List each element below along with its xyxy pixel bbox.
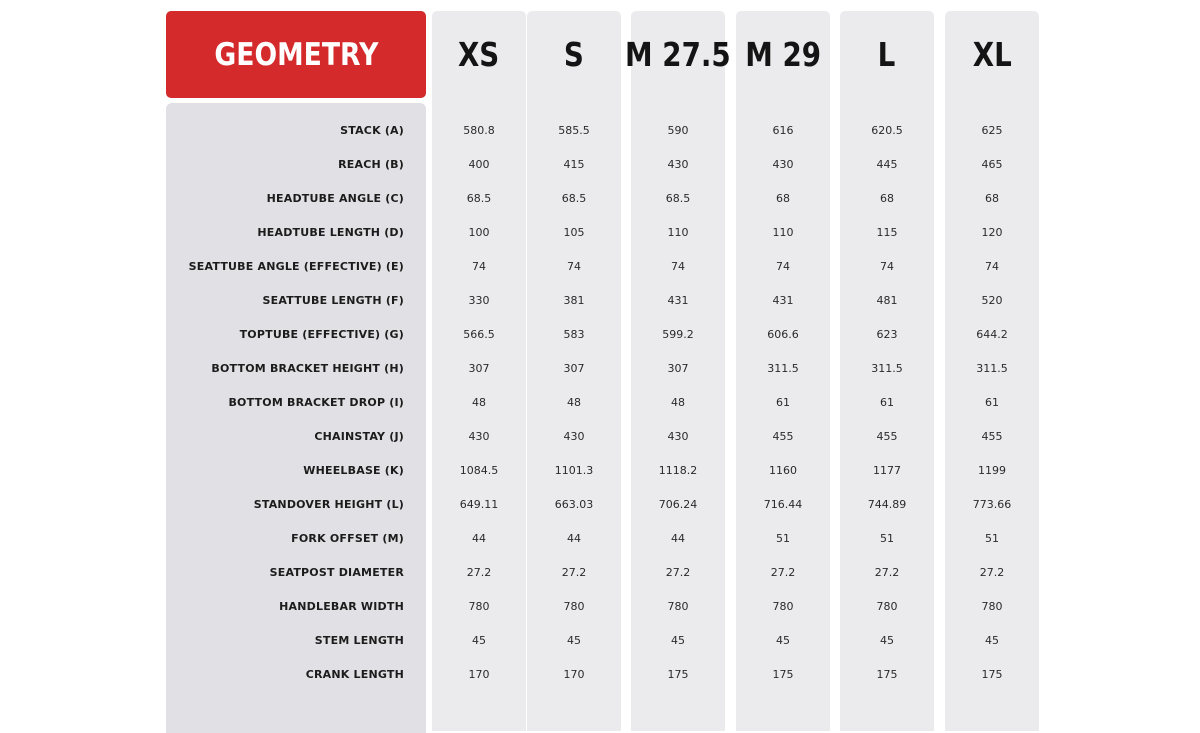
table-cell: 27.2 — [874, 566, 900, 579]
row-label: WHEELBASE (K) — [303, 464, 404, 477]
table-cell: 307 — [468, 362, 490, 375]
row-label: SEATTUBE LENGTH (F) — [262, 294, 404, 307]
row-label: CHAINSTAY (J) — [314, 430, 404, 443]
table-cell: 780 — [667, 600, 689, 613]
table-cell: 430 — [667, 158, 689, 171]
table-cell: 74 — [776, 260, 790, 273]
table-cell: 716.44 — [763, 498, 803, 511]
table-cell: 105 — [563, 226, 585, 239]
table-cell: 1101.3 — [554, 464, 594, 477]
size-header-label: XS — [458, 35, 500, 74]
table-cell: 45 — [472, 634, 486, 647]
table-cell: 170 — [563, 668, 585, 681]
table-cell: 311.5 — [871, 362, 903, 375]
table-cell: 45 — [985, 634, 999, 647]
table-cell: 430 — [563, 430, 585, 443]
size-header-label: S — [564, 35, 584, 74]
table-cell: 74 — [671, 260, 685, 273]
table-cell: 465 — [981, 158, 1003, 171]
row-label: HEADTUBE LENGTH (D) — [257, 226, 404, 239]
geometry-title-box — [166, 11, 426, 98]
table-cell: 68.5 — [466, 192, 492, 205]
table-cell: 74 — [880, 260, 894, 273]
table-cell: 307 — [563, 362, 585, 375]
table-cell: 481 — [876, 294, 898, 307]
table-cell: 27.2 — [561, 566, 587, 579]
table-cell: 1084.5 — [459, 464, 499, 477]
table-cell: 1177 — [873, 464, 901, 477]
table-cell: 430 — [468, 430, 490, 443]
row-label: SEATPOST DIAMETER — [269, 566, 404, 579]
table-cell: 606.6 — [767, 328, 799, 341]
table-cell: 61 — [985, 396, 999, 409]
table-cell: 100 — [468, 226, 490, 239]
table-cell: 644.2 — [976, 328, 1008, 341]
table-cell: 44 — [567, 532, 581, 545]
table-cell: 520 — [981, 294, 1003, 307]
size-header-label: M 27.5 — [625, 35, 731, 74]
size-header — [945, 11, 1039, 98]
table-cell: 455 — [772, 430, 794, 443]
table-cell: 110 — [772, 226, 794, 239]
table-cell: 616 — [772, 124, 794, 137]
table-cell: 170 — [468, 668, 490, 681]
table-cell: 61 — [776, 396, 790, 409]
table-cell: 585.5 — [558, 124, 590, 137]
table-cell: 45 — [776, 634, 790, 647]
table-cell: 430 — [667, 430, 689, 443]
size-header — [736, 11, 830, 98]
size-header — [432, 11, 526, 98]
row-label: CRANK LENGTH — [305, 668, 404, 681]
table-cell: 431 — [667, 294, 689, 307]
table-cell: 430 — [772, 158, 794, 171]
table-cell: 649.11 — [459, 498, 499, 511]
table-cell: 27.2 — [665, 566, 691, 579]
table-cell: 307 — [667, 362, 689, 375]
table-cell: 120 — [981, 226, 1003, 239]
row-label: TOPTUBE (EFFECTIVE) (G) — [239, 328, 404, 341]
table-cell: 744.89 — [867, 498, 907, 511]
table-cell: 48 — [472, 396, 486, 409]
table-cell: 175 — [876, 668, 898, 681]
table-cell: 455 — [981, 430, 1003, 443]
table-cell: 48 — [671, 396, 685, 409]
table-cell: 27.2 — [770, 566, 796, 579]
table-cell: 400 — [468, 158, 490, 171]
table-cell: 45 — [567, 634, 581, 647]
table-cell: 311.5 — [767, 362, 799, 375]
table-cell: 175 — [772, 668, 794, 681]
table-cell: 623 — [876, 328, 898, 341]
table-cell: 1160 — [769, 464, 797, 477]
table-cell: 780 — [468, 600, 490, 613]
table-cell: 580.8 — [463, 124, 495, 137]
row-label: STEM LENGTH — [314, 634, 404, 647]
table-cell: 44 — [472, 532, 486, 545]
table-cell: 68 — [985, 192, 999, 205]
table-cell: 566.5 — [463, 328, 495, 341]
size-header — [527, 11, 621, 98]
size-header-label: XL — [972, 35, 1012, 74]
row-label: BOTTOM BRACKET HEIGHT (H) — [211, 362, 404, 375]
table-cell: 590 — [667, 124, 689, 137]
table-cell: 620.5 — [871, 124, 903, 137]
row-label: REACH (B) — [338, 158, 404, 171]
table-cell: 599.2 — [662, 328, 694, 341]
table-cell: 780 — [981, 600, 1003, 613]
table-cell: 175 — [981, 668, 1003, 681]
table-cell: 780 — [772, 600, 794, 613]
table-cell: 27.2 — [466, 566, 492, 579]
table-cell: 51 — [880, 532, 894, 545]
table-cell: 61 — [880, 396, 894, 409]
table-cell: 74 — [567, 260, 581, 273]
table-cell: 45 — [671, 634, 685, 647]
table-cell: 381 — [563, 294, 585, 307]
table-cell: 51 — [776, 532, 790, 545]
table-cell: 415 — [563, 158, 585, 171]
table-cell: 74 — [472, 260, 486, 273]
row-label: HANDLEBAR WIDTH — [279, 600, 404, 613]
table-cell: 44 — [671, 532, 685, 545]
table-cell: 311.5 — [976, 362, 1008, 375]
row-label: STANDOVER HEIGHT (L) — [253, 498, 404, 511]
table-cell: 68.5 — [665, 192, 691, 205]
table-cell: 110 — [667, 226, 689, 239]
table-cell: 780 — [876, 600, 898, 613]
table-cell: 68 — [880, 192, 894, 205]
row-label: STACK (A) — [340, 124, 404, 137]
table-cell: 68 — [776, 192, 790, 205]
table-cell: 48 — [567, 396, 581, 409]
table-cell: 431 — [772, 294, 794, 307]
size-header-label: M 29 — [745, 35, 821, 74]
table-cell: 445 — [876, 158, 898, 171]
table-cell: 706.24 — [658, 498, 698, 511]
row-label: BOTTOM BRACKET DROP (I) — [228, 396, 404, 409]
table-cell: 68.5 — [561, 192, 587, 205]
table-cell: 1199 — [978, 464, 1006, 477]
table-cell: 583 — [563, 328, 585, 341]
geometry-title: GEOMETRY — [213, 36, 379, 73]
size-header — [840, 11, 934, 98]
row-label: HEADTUBE ANGLE (C) — [266, 192, 404, 205]
table-cell: 1118.2 — [658, 464, 698, 477]
table-cell: 51 — [985, 532, 999, 545]
size-header-label: L — [878, 35, 896, 74]
table-cell: 625 — [981, 124, 1003, 137]
table-cell: 455 — [876, 430, 898, 443]
table-cell: 74 — [985, 260, 999, 273]
table-cell: 45 — [880, 634, 894, 647]
size-header — [625, 11, 731, 98]
table-cell: 27.2 — [979, 566, 1005, 579]
table-cell: 663.03 — [554, 498, 594, 511]
table-cell: 773.66 — [972, 498, 1012, 511]
row-label: SEATTUBE ANGLE (EFFECTIVE) (E) — [188, 260, 404, 273]
table-cell: 115 — [876, 226, 898, 239]
table-cell: 780 — [563, 600, 585, 613]
table-cell: 330 — [468, 294, 490, 307]
table-cell: 175 — [667, 668, 689, 681]
row-label: FORK OFFSET (M) — [291, 532, 404, 545]
